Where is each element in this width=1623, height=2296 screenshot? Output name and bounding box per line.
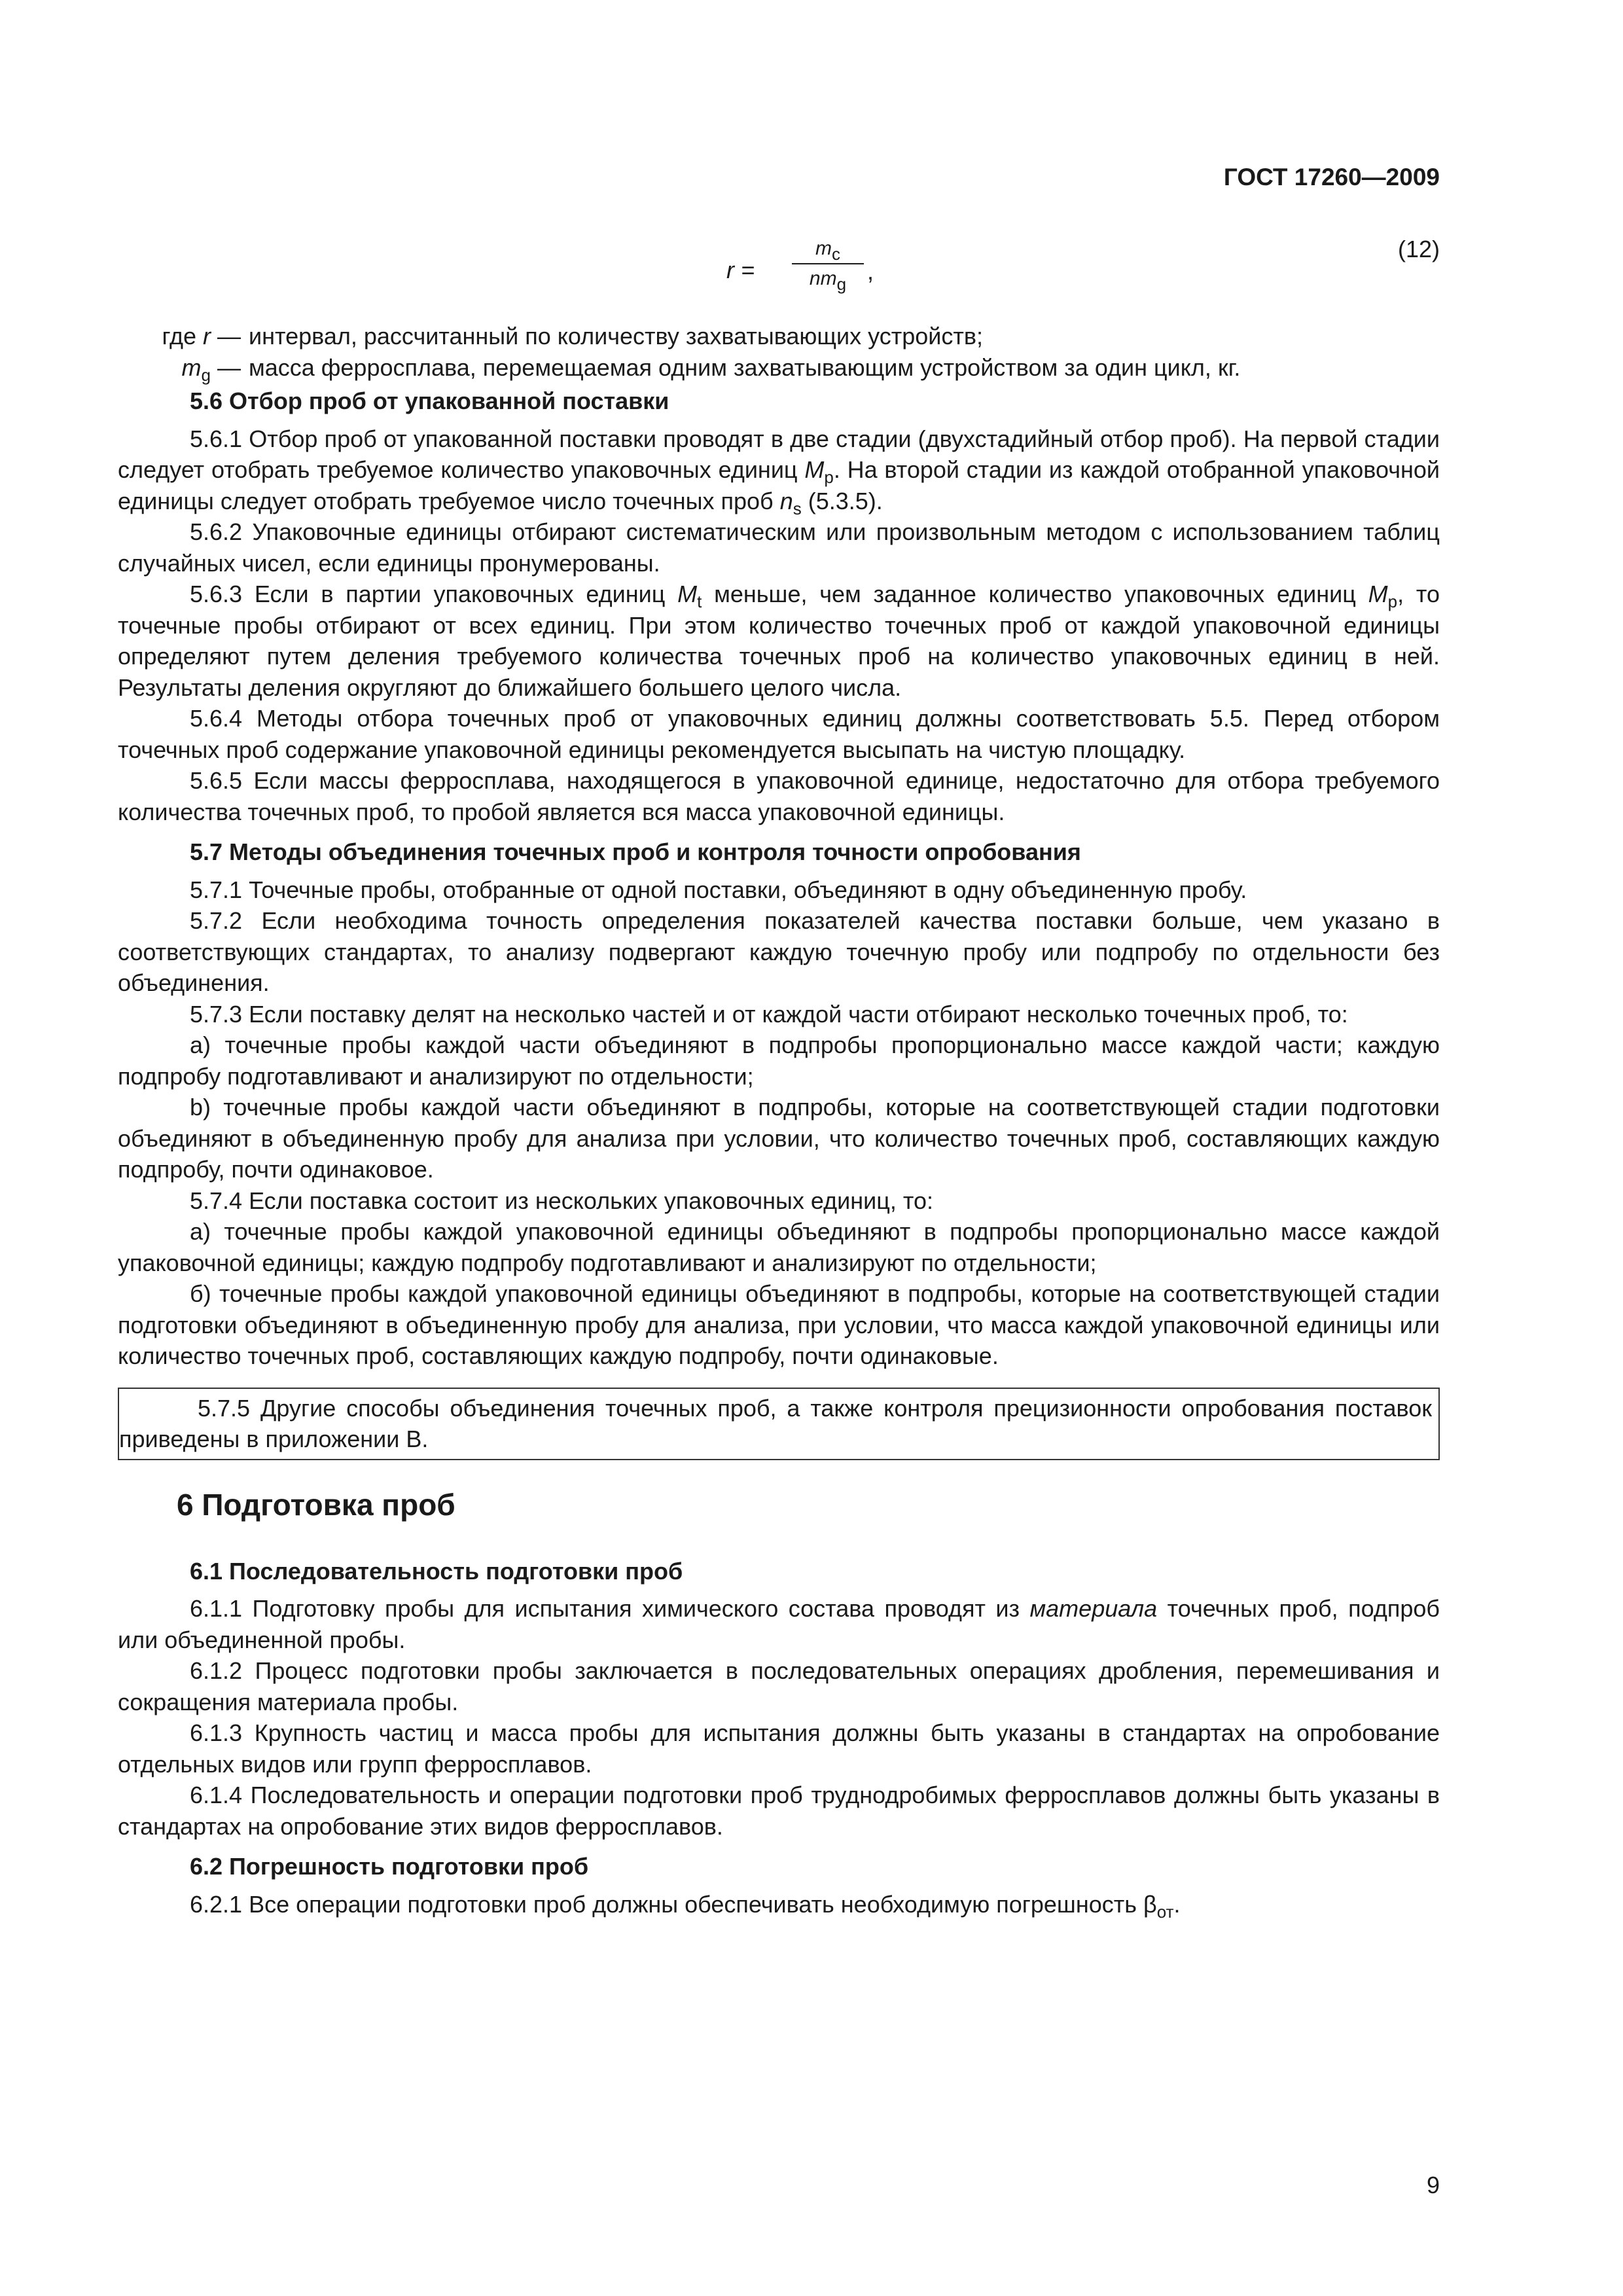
paragraph-6-2-1: 6.2.1 Все операции подготовки проб должны обеспечивать необходимую погрешность $\beta_{от}$. xyxy=(190,1890,1181,1922)
section-heading-5-7: 5.7 Методы объединения точечных проб и контроля точности опробования xyxy=(190,838,1081,865)
section-heading-6-1: 6.1 Последовательность подготовки проб xyxy=(190,1557,683,1585)
list-item-5-7-4-b: б) точечные пробы каждой упаковочной единицы объединяют в подпробы, которые на соответствующей стадии подготовки объединяют в объединенную пробу для анализа, при условии, что масса каждой упаковочной единицы или количество точечных проб, составляющих каждую подпробу, почти одинаковые. xyxy=(118,1280,1440,1369)
paragraph-5-7-5: 5.7.5 Другие способы объединения точечных проб, а также контроля прецизионности опробования поставок приведены в приложении В. xyxy=(119,1394,1432,1452)
formula-12: r = $m_c$ $nm_g$ , xyxy=(726,236,988,321)
paragraph-5-7-3: 5.7.3 Если поставку делят на несколько частей и от каждой части отбирают несколько точечных проб, то: xyxy=(190,1000,1348,1028)
fraction-bar xyxy=(792,263,864,264)
body-text xyxy=(118,321,1440,1920)
chapter-heading-6: 6 Подготовка проб xyxy=(177,1487,455,1522)
paragraph-5-6-4: 5.6.4 Методы отбора точечных проб от упаковочных единиц должны соответствовать 5.5. Перед отбором точечных проб содержание упаковочной единицы рекомендуется высыпать на чистую площадку. xyxy=(118,705,1440,763)
formula-numerator: $m_c$ xyxy=(815,238,840,264)
formula-lhs: r = xyxy=(726,257,755,283)
paragraph-6-1-1: 6.1.1 Подготовку пробы для испытания химического состава проводят из материала точечных проб, подпроб или объединенной пробы. xyxy=(118,1595,1440,1653)
paragraph-5-6-5: 5.6.5 Если массы ферросплава, находящегося в упаковочной единице, недостаточно для отбора требуемого количества точечных проб, то пробой является вся масса упаковочной единицы. xyxy=(118,767,1440,825)
boxed-note-5-7-5 xyxy=(118,1388,1440,1460)
paragraph-5-6-2: 5.6.2 Упаковочные единицы отбирают систематическим или произвольным методом с использованием таблиц случайных чисел, если единицы пронумерованы. xyxy=(118,518,1440,577)
formula-fraction xyxy=(792,236,864,292)
list-item-5-7-4-a: а) точечные пробы каждой упаковочной единицы объединяют в подпробы пропорционально массе каждой упаковочной единицы; каждую подпробу подготавливают и анализируют по отдельности; xyxy=(118,1218,1440,1276)
legend-item: где r — интервал, рассчитанный по количеству захватывающих устройств; xyxy=(162,323,984,350)
section-heading-5-6: 5.6 Отбор проб от упакованной поставки xyxy=(190,387,669,414)
list-item-5-7-3-a: а) точечные пробы каждой части объединяют в подпробы пропорционально массе каждой части; каждую подпробу подготавливают и анализируют по отдельности; xyxy=(118,1031,1440,1090)
document-page xyxy=(118,131,1440,2212)
list-item-5-7-3-b: b) точечные пробы каждой части объединяют в подпробы, которые на соответствующей стадии подготовки объединяют в объединенную пробу для анализа при условии, что количество точечных проб, составляющих каждую подпробу, почти одинаковое. xyxy=(118,1094,1440,1183)
paragraph-5-6-1: 5.6.1 Отбор проб от упакованной поставки проводят в две стадии (двухстадийный отбор проб). На первой стадии следует отобрать требуемое количество упаковочных единиц $M_p$. На второй стадии из каждой отобранной упаковочной единицы следует отобрать требуемое число точечных проб $n_s$ (5.3.5). xyxy=(118,425,1440,518)
formula-number: (12) xyxy=(1397,236,1440,262)
page-number: 9 xyxy=(1426,2172,1440,2198)
paragraph-6-1-3: 6.1.3 Крупность частиц и масса пробы для испытания должны быть указаны в стандартах на опробование отдельных видов или групп ферросплавов. xyxy=(118,1719,1440,1778)
formula-denominator: $nm_g$ xyxy=(809,268,847,294)
paragraph-5-7-2: 5.7.2 Если необходима точность определения показателей качества поставки больше, чем указано в соответствующих стандартах, то анализу подвергают каждую точечную пробу или подпробу по отдельности без объединения. xyxy=(118,907,1440,996)
paragraph-5-7-1: 5.7.1 Точечные пробы, отобранные от одной поставки, объединяют в одну объединенную пробу. xyxy=(190,876,1247,903)
paragraph-5-7-4: 5.7.4 Если поставка состоит из нескольких упаковочных единиц, то: xyxy=(190,1187,933,1214)
paragraph-6-1-4: 6.1.4 Последовательность и операции подготовки проб труднодробимых ферросплавов должны быть указаны в стандартах на опробование этих видов ферросплавов. xyxy=(118,1782,1440,1840)
paragraph-5-6-3: 5.6.3 Если в партии упаковочных единиц $M_t$ меньше, чем заданное количество упаковочных единиц $M_p$, то точечные пробы отбирают от всех единиц. При этом количество точечных проб от каждой упаковочной единицы определяют путем деления требуемого количества точечных проб на количество упаковочных единиц в ней. Результаты деления округляют до ближайшего большего целого числа. xyxy=(118,581,1440,701)
legend-item: $m_g$ — масса ферросплава, перемещаемая одним захватывающим устройством за один цикл, кг. xyxy=(181,353,1241,385)
paragraph-6-1-2: 6.1.2 Процесс подготовки пробы заключается в последовательных операциях дробления, перемешивания и сокращения материала пробы. xyxy=(118,1657,1440,1715)
document-header: ГОСТ 17260—2009 xyxy=(1223,164,1440,190)
section-heading-6-2: 6.2 Погрешность подготовки проб xyxy=(190,1853,589,1880)
